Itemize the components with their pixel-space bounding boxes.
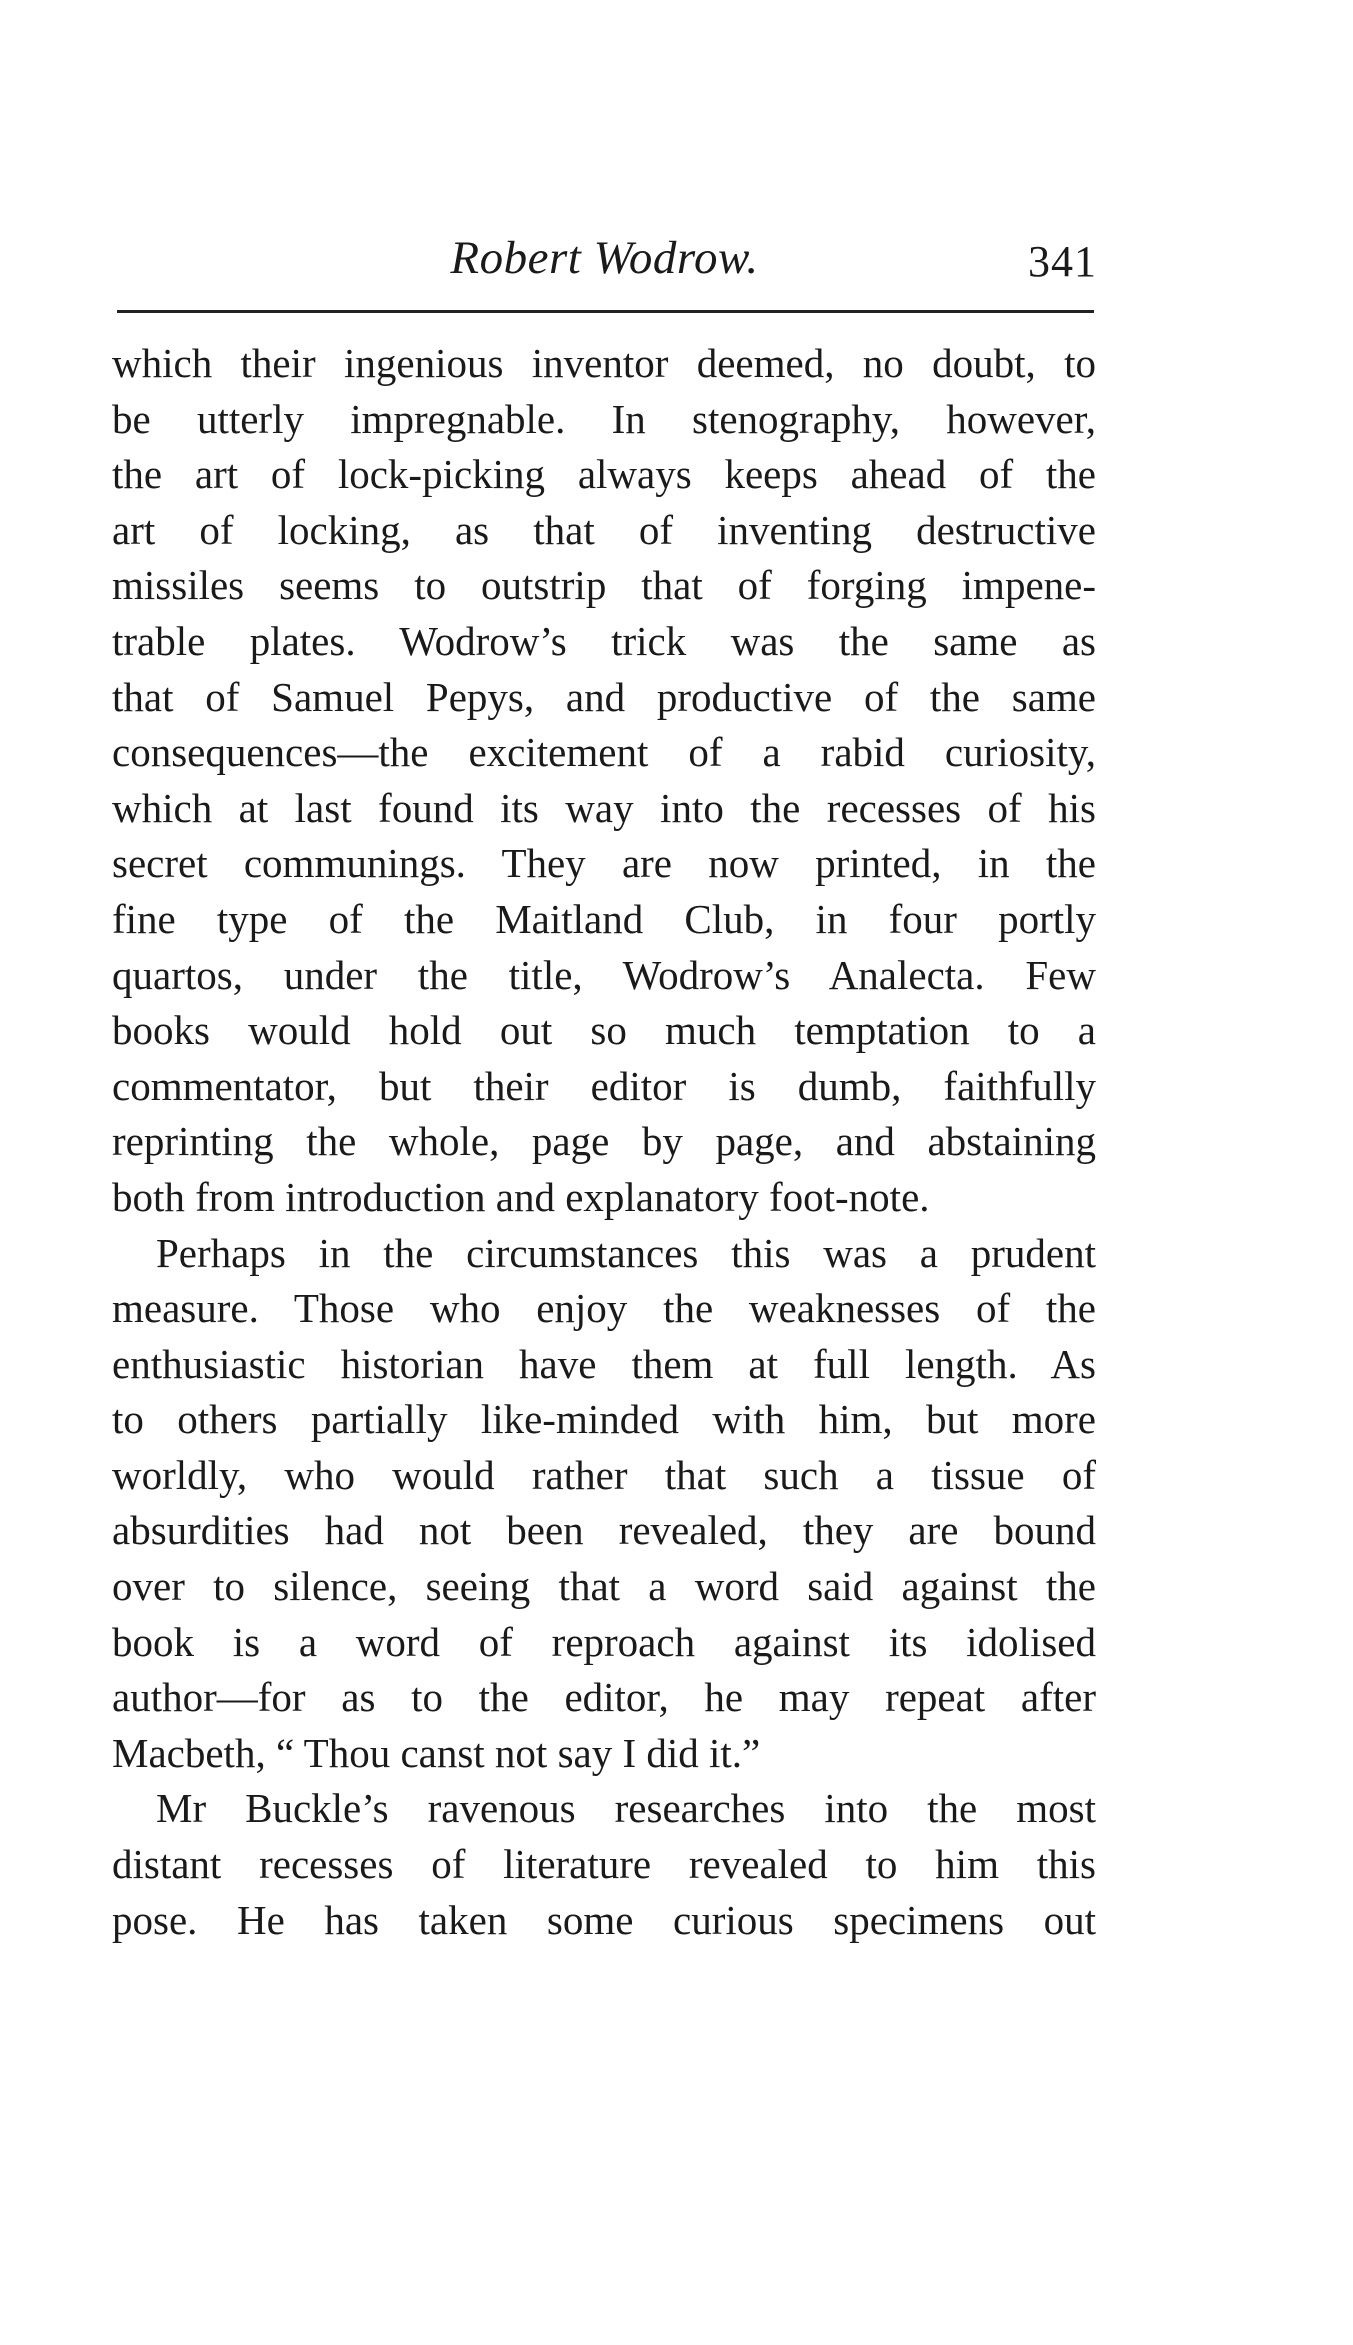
text-line: measure. Those who enjoy the weaknesses of the [112, 1285, 1096, 1332]
text-line: commentator, but their editor is dumb, faithfully [112, 1062, 1096, 1109]
text-line: worldly, who would rather that such a tissue of [112, 1451, 1096, 1498]
body-text [112, 336, 1096, 1948]
text-line: missiles seems to outstrip that of forging impene- [112, 562, 1096, 609]
text-line: quartos, under the title, Wodrow’s Analecta. Few [112, 951, 1096, 998]
text-line: author—for as to the editor, he may repeat after [112, 1674, 1096, 1721]
paragraph-1 [112, 336, 1096, 1226]
text-line: that of Samuel Pepys, and productive of the same [112, 673, 1096, 720]
text-line: reprinting the whole, page by page, and abstaining [112, 1118, 1096, 1165]
running-title: Robert Wodrow. [450, 232, 759, 284]
paragraph-2 [112, 1226, 1096, 1782]
text-line: book is a word of reproach against its idolised [112, 1618, 1096, 1665]
text-line: which at last found its way into the recesses of his [112, 784, 1096, 831]
text-line: art of locking, as that of inventing destructive [112, 506, 1096, 553]
running-head [112, 228, 1097, 288]
text-line: pose. He has taken some curious specimens out [112, 1896, 1096, 1943]
text-line: to others partially like-minded with him, but more [112, 1396, 1096, 1443]
text-line: books would hold out so much temptation to a [112, 1007, 1096, 1054]
text-line: secret communings. They are now printed, in the [112, 840, 1096, 887]
text-line: enthusiastic historian have them at full length. As [112, 1340, 1096, 1387]
text-line: consequences—the excitement of a rabid curiosity, [112, 729, 1096, 776]
text-line: trable plates. Wodrow’s trick was the same as [112, 617, 1096, 664]
text-line: both from introduction and explanatory foot-note. [112, 1173, 930, 1220]
text-line: fine type of the Maitland Club, in four portly [112, 895, 1096, 942]
page-number: 341 [1028, 237, 1097, 286]
text-line: Mr Buckle’s ravenous researches into the most [156, 1785, 1096, 1832]
text-line: the art of lock-picking always keeps ahead of the [112, 451, 1096, 498]
header-rule [117, 310, 1094, 313]
text-line: Perhaps in the circumstances this was a prudent [156, 1229, 1096, 1276]
text-line: distant recesses of literature revealed to him this [112, 1841, 1096, 1888]
paragraph-3 [112, 1781, 1096, 1948]
text-line: absurdities had not been revealed, they are bound [112, 1507, 1096, 1554]
text-line: be utterly impregnable. In stenography, however, [112, 395, 1096, 442]
text-line: over to silence, seeing that a word said against the [112, 1563, 1096, 1610]
text-line: which their ingenious inventor deemed, no doubt, to [112, 340, 1096, 386]
text-line: Macbeth, “ Thou canst not say I did it.” [112, 1729, 761, 1776]
